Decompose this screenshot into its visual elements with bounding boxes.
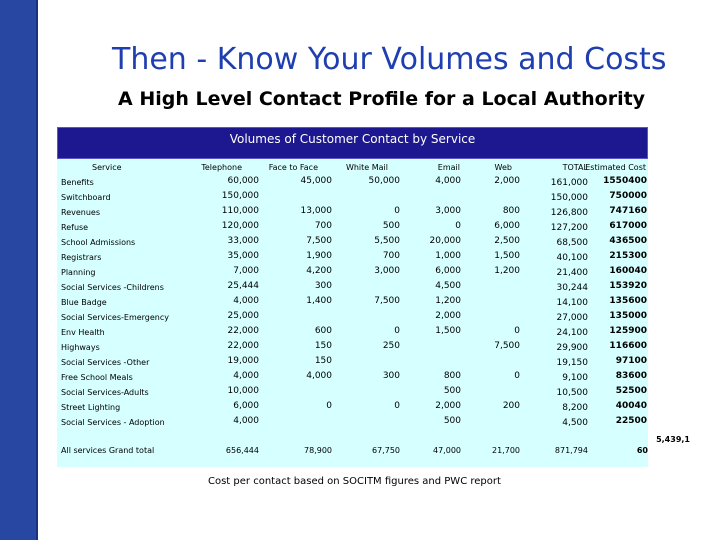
- table-cell-cost: 135600: [609, 296, 647, 306]
- row-label: Social Services -Childrens: [61, 283, 164, 292]
- grand-total-web: 21,700: [492, 446, 520, 455]
- table-header-bar: [57, 127, 648, 159]
- table-cell-total: 150,000: [550, 193, 588, 203]
- table-cell-face: 150: [314, 356, 332, 366]
- grand-total-total: 871,794: [554, 446, 588, 455]
- row-label: Social Services-Adults: [61, 388, 149, 397]
- table-cell-web: 1,500: [494, 251, 520, 261]
- table-cell-email: 4,500: [435, 281, 461, 291]
- table-cell-cost: 52500: [615, 386, 647, 396]
- table-cell-email: 1,200: [435, 296, 461, 306]
- column-header: Service: [92, 163, 122, 172]
- table-cell-mail: 500: [382, 221, 400, 231]
- table-cell-email: 3,000: [435, 206, 461, 216]
- table-cell-face: 150: [314, 341, 332, 351]
- row-label: Highways: [61, 343, 100, 352]
- table-cell-face: 0: [326, 401, 332, 411]
- table-cell-mail: 0: [394, 326, 400, 336]
- table-cell-web: 1,200: [494, 266, 520, 276]
- column-header: White Mail: [345, 163, 388, 172]
- table-cell-total: 29,900: [556, 343, 588, 353]
- table-cell-total: 30,244: [556, 283, 588, 293]
- grand-total-email: 47,000: [433, 446, 461, 455]
- table-cell-total: 161,000: [550, 178, 588, 188]
- row-label: Social Services - Adoption: [61, 418, 165, 427]
- table-cell-email: 2,000: [435, 311, 461, 321]
- table-cell-telephone: 25,000: [227, 311, 259, 321]
- table-cell-cost: 83600: [615, 371, 647, 381]
- column-header: Estimated Cost: [585, 163, 646, 172]
- grand-total-cost-line2: 60: [636, 446, 648, 455]
- table-cell-web: 7,500: [494, 341, 520, 351]
- table-cell-mail: 7,500: [374, 296, 400, 306]
- slide-sidebar: [0, 0, 38, 540]
- table-cell-total: 40,100: [556, 253, 588, 263]
- table-title: Volumes of Customer Contact by Service: [229, 132, 476, 146]
- table-cell-mail: 250: [382, 341, 400, 351]
- table-cell-email: 4,000: [435, 176, 461, 186]
- table-cell-email: 6,000: [435, 266, 461, 276]
- table-cell-web: 800: [502, 206, 520, 216]
- table-cell-cost: 116600: [609, 341, 647, 351]
- table-cell-telephone: 22,000: [227, 326, 259, 336]
- row-label: Refuse: [61, 223, 89, 232]
- table-cell-telephone: 4,000: [233, 371, 259, 381]
- table-cell-total: 10,500: [556, 388, 588, 398]
- table-cell-mail: 700: [382, 251, 400, 261]
- grand-total-face: 78,900: [304, 446, 332, 455]
- table-cell-face: 4,200: [306, 266, 332, 276]
- table-cell-web: 2,500: [494, 236, 520, 246]
- table-cell-total: 14,100: [556, 298, 588, 308]
- grand-total-label: All services Grand total: [61, 446, 155, 455]
- table-cell-email: 20,000: [429, 236, 461, 246]
- table-cell-face: 45,000: [300, 176, 332, 186]
- row-label: Planning: [61, 268, 96, 277]
- column-header: Telephone: [201, 163, 242, 172]
- table-cell-cost: 436500: [609, 236, 647, 246]
- row-label: Env Health: [61, 328, 105, 337]
- table-cell-web: 2,000: [494, 176, 520, 186]
- grand-total-mail: 67,750: [372, 446, 400, 455]
- table-cell-web: 200: [502, 401, 520, 411]
- table-cell-cost: 22500: [615, 416, 647, 426]
- table-cell-cost: 40040: [615, 401, 647, 411]
- table-cell-cost: 97100: [615, 356, 647, 366]
- table-cell-mail: 300: [382, 371, 400, 381]
- table-cell-telephone: 22,000: [227, 341, 259, 351]
- table-cell-cost: 135000: [609, 311, 647, 321]
- slide-subtitle: A High Level Contact Profile for a Local Authority: [118, 88, 646, 110]
- table-cell-cost: 1550400: [603, 176, 647, 186]
- table-cell-cost: 747160: [609, 206, 647, 216]
- row-label: Street Lighting: [61, 403, 121, 412]
- table-cell-mail: 3,000: [374, 266, 400, 276]
- grand-total-telephone: 656,444: [225, 446, 259, 455]
- table-cell-total: 8,200: [562, 403, 588, 413]
- table-cell-total: 4,500: [562, 418, 588, 428]
- table-cell-email: 0: [455, 221, 461, 231]
- table-cell-telephone: 6,000: [233, 401, 259, 411]
- table-cell-face: 1,900: [306, 251, 332, 261]
- table-cell-web: 0: [514, 371, 520, 381]
- table-cell-telephone: 120,000: [221, 221, 259, 231]
- table-cell-email: 1,500: [435, 326, 461, 336]
- row-label: Registrars: [61, 253, 102, 262]
- column-header: Email: [437, 163, 460, 172]
- table-cell-cost: 125900: [609, 326, 647, 336]
- table-cell-email: 1,000: [435, 251, 461, 261]
- table-cell-total: 21,400: [556, 268, 588, 278]
- table-cell-cost: 750000: [609, 191, 647, 201]
- table-cell-mail: 0: [394, 401, 400, 411]
- table-cell-web: 6,000: [494, 221, 520, 231]
- table-cell-cost: 153920: [609, 281, 647, 291]
- table-cell-telephone: 4,000: [233, 416, 259, 426]
- table-cell-email: 500: [443, 416, 461, 426]
- table-cell-total: 127,200: [550, 223, 588, 233]
- column-header: TOTAL: [562, 163, 588, 172]
- table-cell-total: 9,100: [562, 373, 588, 383]
- row-label: Revenues: [61, 208, 101, 217]
- table-cell-face: 4,000: [306, 371, 332, 381]
- row-label: School Admissions: [61, 238, 136, 247]
- table-cell-web: 0: [514, 326, 520, 336]
- table-cell-face: 13,000: [300, 206, 332, 216]
- table-cell-telephone: 35,000: [227, 251, 259, 261]
- table-cell-email: 2,000: [435, 401, 461, 411]
- table-cell-telephone: 33,000: [227, 236, 259, 246]
- table-cell-face: 7,500: [306, 236, 332, 246]
- table-cell-mail: 5,500: [374, 236, 400, 246]
- table-cell-total: 27,000: [556, 313, 588, 323]
- table-cell-telephone: 10,000: [227, 386, 259, 396]
- table-cell-face: 1,400: [306, 296, 332, 306]
- row-label: Free School Meals: [61, 373, 133, 382]
- slide-title: Then - Know Your Volumes and Costs: [112, 42, 667, 77]
- table-cell-telephone: 150,000: [221, 191, 259, 201]
- table-cell-cost: 215300: [609, 251, 647, 261]
- row-label: Blue Badge: [61, 298, 107, 307]
- table-cell-face: 300: [314, 281, 332, 291]
- table-cell-telephone: 4,000: [233, 296, 259, 306]
- table-caption: Cost per contact based on SOCITM figures and PWC report: [208, 476, 501, 487]
- table-cell-face: 600: [314, 326, 332, 336]
- row-label: Social Services -Other: [61, 358, 150, 367]
- table-cell-email: 800: [443, 371, 461, 381]
- table-cell-face: 700: [314, 221, 332, 231]
- table-cell-mail: 0: [394, 206, 400, 216]
- row-label: Switchboard: [61, 193, 111, 202]
- table-cell-telephone: 60,000: [227, 176, 259, 186]
- column-header: Web: [494, 163, 512, 172]
- table-cell-total: 24,100: [556, 328, 588, 338]
- table-cell-cost: 160040: [609, 266, 647, 276]
- grand-total-cost-line1: 5,439,1: [656, 435, 690, 444]
- table-cell-telephone: 7,000: [233, 266, 259, 276]
- row-label: Social Services-Emergency: [61, 313, 170, 322]
- column-header: Face to Face: [268, 163, 318, 172]
- table-cell-total: 126,800: [550, 208, 588, 218]
- table-cell-total: 19,150: [556, 358, 588, 368]
- slide-sidebar-edge: [36, 0, 38, 540]
- table-cell-telephone: 110,000: [221, 206, 259, 216]
- table-cell-telephone: 25,444: [227, 281, 259, 291]
- row-label: Benefits: [61, 178, 94, 187]
- table-cell-mail: 50,000: [368, 176, 400, 186]
- table-cell-email: 500: [443, 386, 461, 396]
- table-cell-telephone: 19,000: [227, 356, 259, 366]
- table-cell-cost: 617000: [609, 221, 647, 231]
- table-cell-total: 68,500: [556, 238, 588, 248]
